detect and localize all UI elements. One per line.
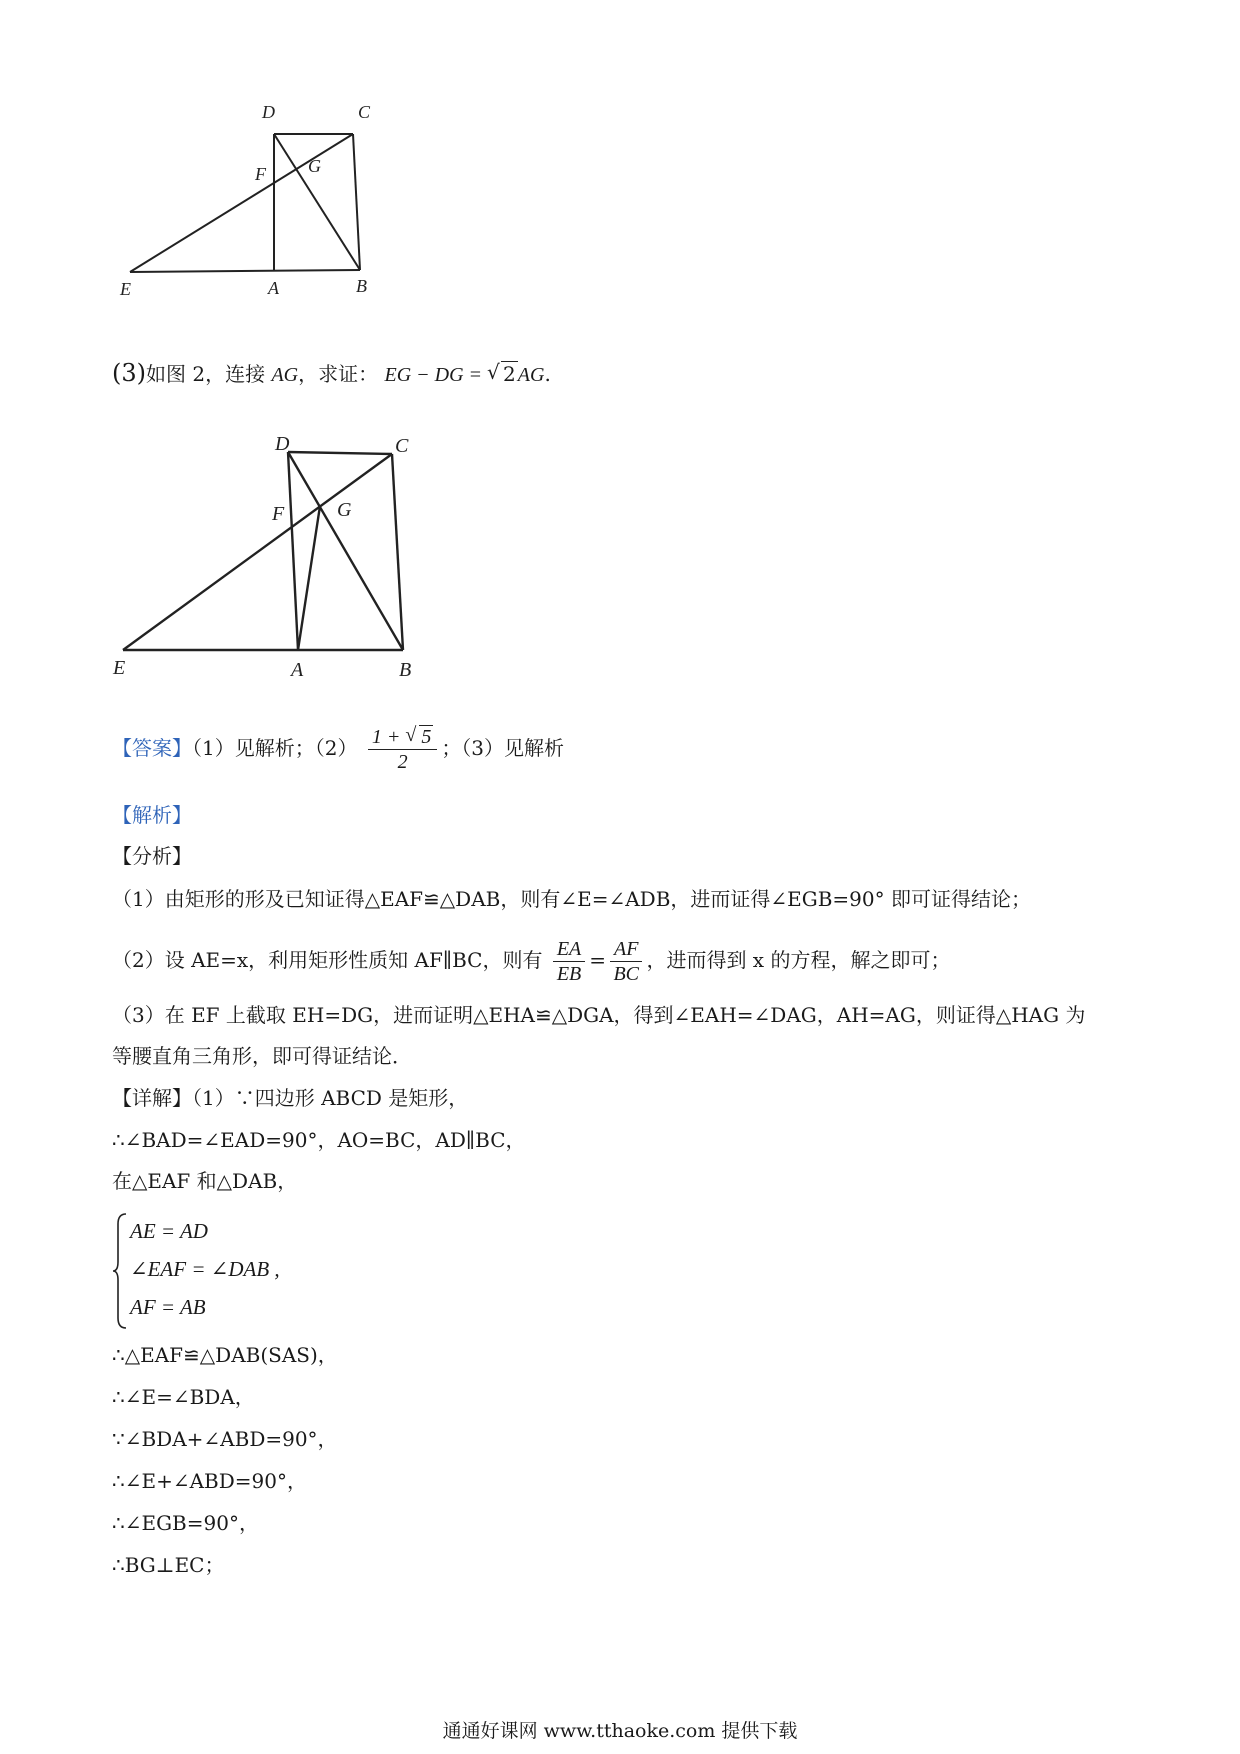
fraction-equals: =: [589, 948, 607, 972]
answer-part3: ；（3）见解析: [441, 736, 565, 760]
segment-db: [274, 134, 360, 270]
segment-ec: [123, 454, 392, 650]
system-row-3: AF = AB: [130, 1295, 206, 1319]
fenxi-line-2: [112, 930, 950, 990]
equation-end: .: [544, 362, 551, 386]
figure-1: [120, 100, 440, 335]
answer-tag: 【答案】: [112, 736, 192, 760]
sqrt-symbol: [487, 359, 518, 389]
point-label-g: G: [308, 156, 321, 176]
point-label-a: A: [291, 659, 304, 681]
detail-line-1: [112, 1083, 468, 1113]
point-label-a: A: [268, 278, 279, 298]
sqrt-argument: 2: [503, 362, 516, 386]
point-label-e: E: [113, 657, 126, 679]
answer-fraction: [368, 725, 438, 774]
segment-ag: [298, 506, 320, 650]
segment-ec: [130, 134, 353, 272]
detail-line-2: ∴∠BAD=∠EAD=90°，AO=BC，AD∥BC，: [112, 1128, 526, 1152]
segment-cb: [353, 134, 360, 270]
point-label-e: E: [120, 279, 131, 299]
fenxi-line-2-post: ，进而得到 x 的方程，解之即可；: [646, 948, 951, 972]
point-label-g: G: [337, 499, 352, 521]
system-row-1: AE = AD: [130, 1219, 208, 1243]
answer-fraction-den: 2: [397, 751, 408, 773]
fraction-bc-den: BC: [613, 963, 640, 985]
figure-2: [115, 420, 475, 680]
point-label-b: B: [356, 276, 367, 296]
fenxi-line-4: 等腰直角三角形，即可得证结论．: [112, 1044, 412, 1068]
equation-lhs: EG − DG =: [384, 364, 488, 386]
problem-text-middle: ，求证：: [298, 362, 379, 386]
detail-line-7: ∴∠E+∠ABD=90°，: [112, 1469, 307, 1493]
point-label-d: D: [262, 102, 275, 122]
segment-dc: [288, 452, 392, 454]
fenxi-line-1: （1）由矩形的形及已知证得△EAF≌△DAB，则有∠E=∠ADB，进而证得∠EGB=90° 即可证得结论；: [112, 887, 1031, 911]
problem-text-prefix: 如图 2，连接: [146, 362, 272, 386]
point-label-f: F: [272, 503, 285, 525]
point-label-c: C: [395, 435, 409, 457]
fenxi-tag: 【分析】: [112, 844, 192, 868]
detail-tag: 【详解】: [112, 1086, 192, 1110]
segment-cb: [392, 454, 403, 650]
answer-line: [112, 718, 564, 778]
fenxi-line-2-pre: （2）设 AE=x，利用矩形性质知 AF∥BC，则有: [112, 948, 543, 972]
problem-3-statement: [112, 358, 551, 390]
detail-line-8: ∴∠EGB=90°，: [112, 1511, 259, 1535]
answer-fraction-num: 1 +: [371, 726, 406, 748]
detail-text-1: （1）∵四边形 ABCD 是矩形，: [192, 1086, 469, 1110]
brace-icon: [112, 1212, 128, 1330]
segment-da: [288, 452, 298, 650]
problem-ag: AG: [271, 364, 299, 386]
problem-number: (3): [112, 359, 146, 387]
page-footer: 通通好课网 www.tthaoke.com 提供下载: [442, 1720, 798, 1742]
detail-line-6: ∵∠BDA+∠ABD=90°，: [112, 1427, 338, 1451]
fraction-eb-den: EB: [556, 963, 582, 985]
answer-part1: （1）见解析；（2）: [192, 736, 358, 760]
segment-eb: [130, 270, 360, 272]
segment-db: [288, 452, 403, 650]
analysis-tag: 【解析】: [112, 803, 192, 827]
equation-rhs: AG: [517, 364, 545, 386]
detail-line-5: ∴∠E=∠BDA，: [112, 1385, 255, 1409]
point-label-d: D: [275, 433, 290, 455]
detail-line-4: ∴△EAF≌△DAB(SAS)，: [112, 1343, 338, 1367]
point-label-b: B: [399, 659, 412, 681]
fraction-af-num: AF: [610, 937, 642, 962]
point-label-c: C: [358, 102, 371, 122]
fraction-af-bc: [610, 937, 642, 986]
fenxi-line-3: （3）在 EF 上截取 EH=DG，进而证明△EHA≌△DGA，得到∠EAH=∠DAG，AH=AG，则证得△HAG 为: [112, 1003, 1086, 1027]
point-label-f: F: [255, 164, 266, 184]
system-row-2: ∠EAF = ∠DAB ,: [130, 1257, 280, 1281]
answer-sqrt-arg: 5: [421, 726, 432, 748]
detail-line-9: ∴BG⊥EC；: [112, 1553, 225, 1577]
answer-sqrt: [405, 725, 433, 749]
fraction-ea-num: EA: [553, 937, 585, 962]
detail-line-3: 在△EAF 和△DAB，: [112, 1169, 298, 1193]
fraction-ea-eb: [553, 937, 585, 986]
